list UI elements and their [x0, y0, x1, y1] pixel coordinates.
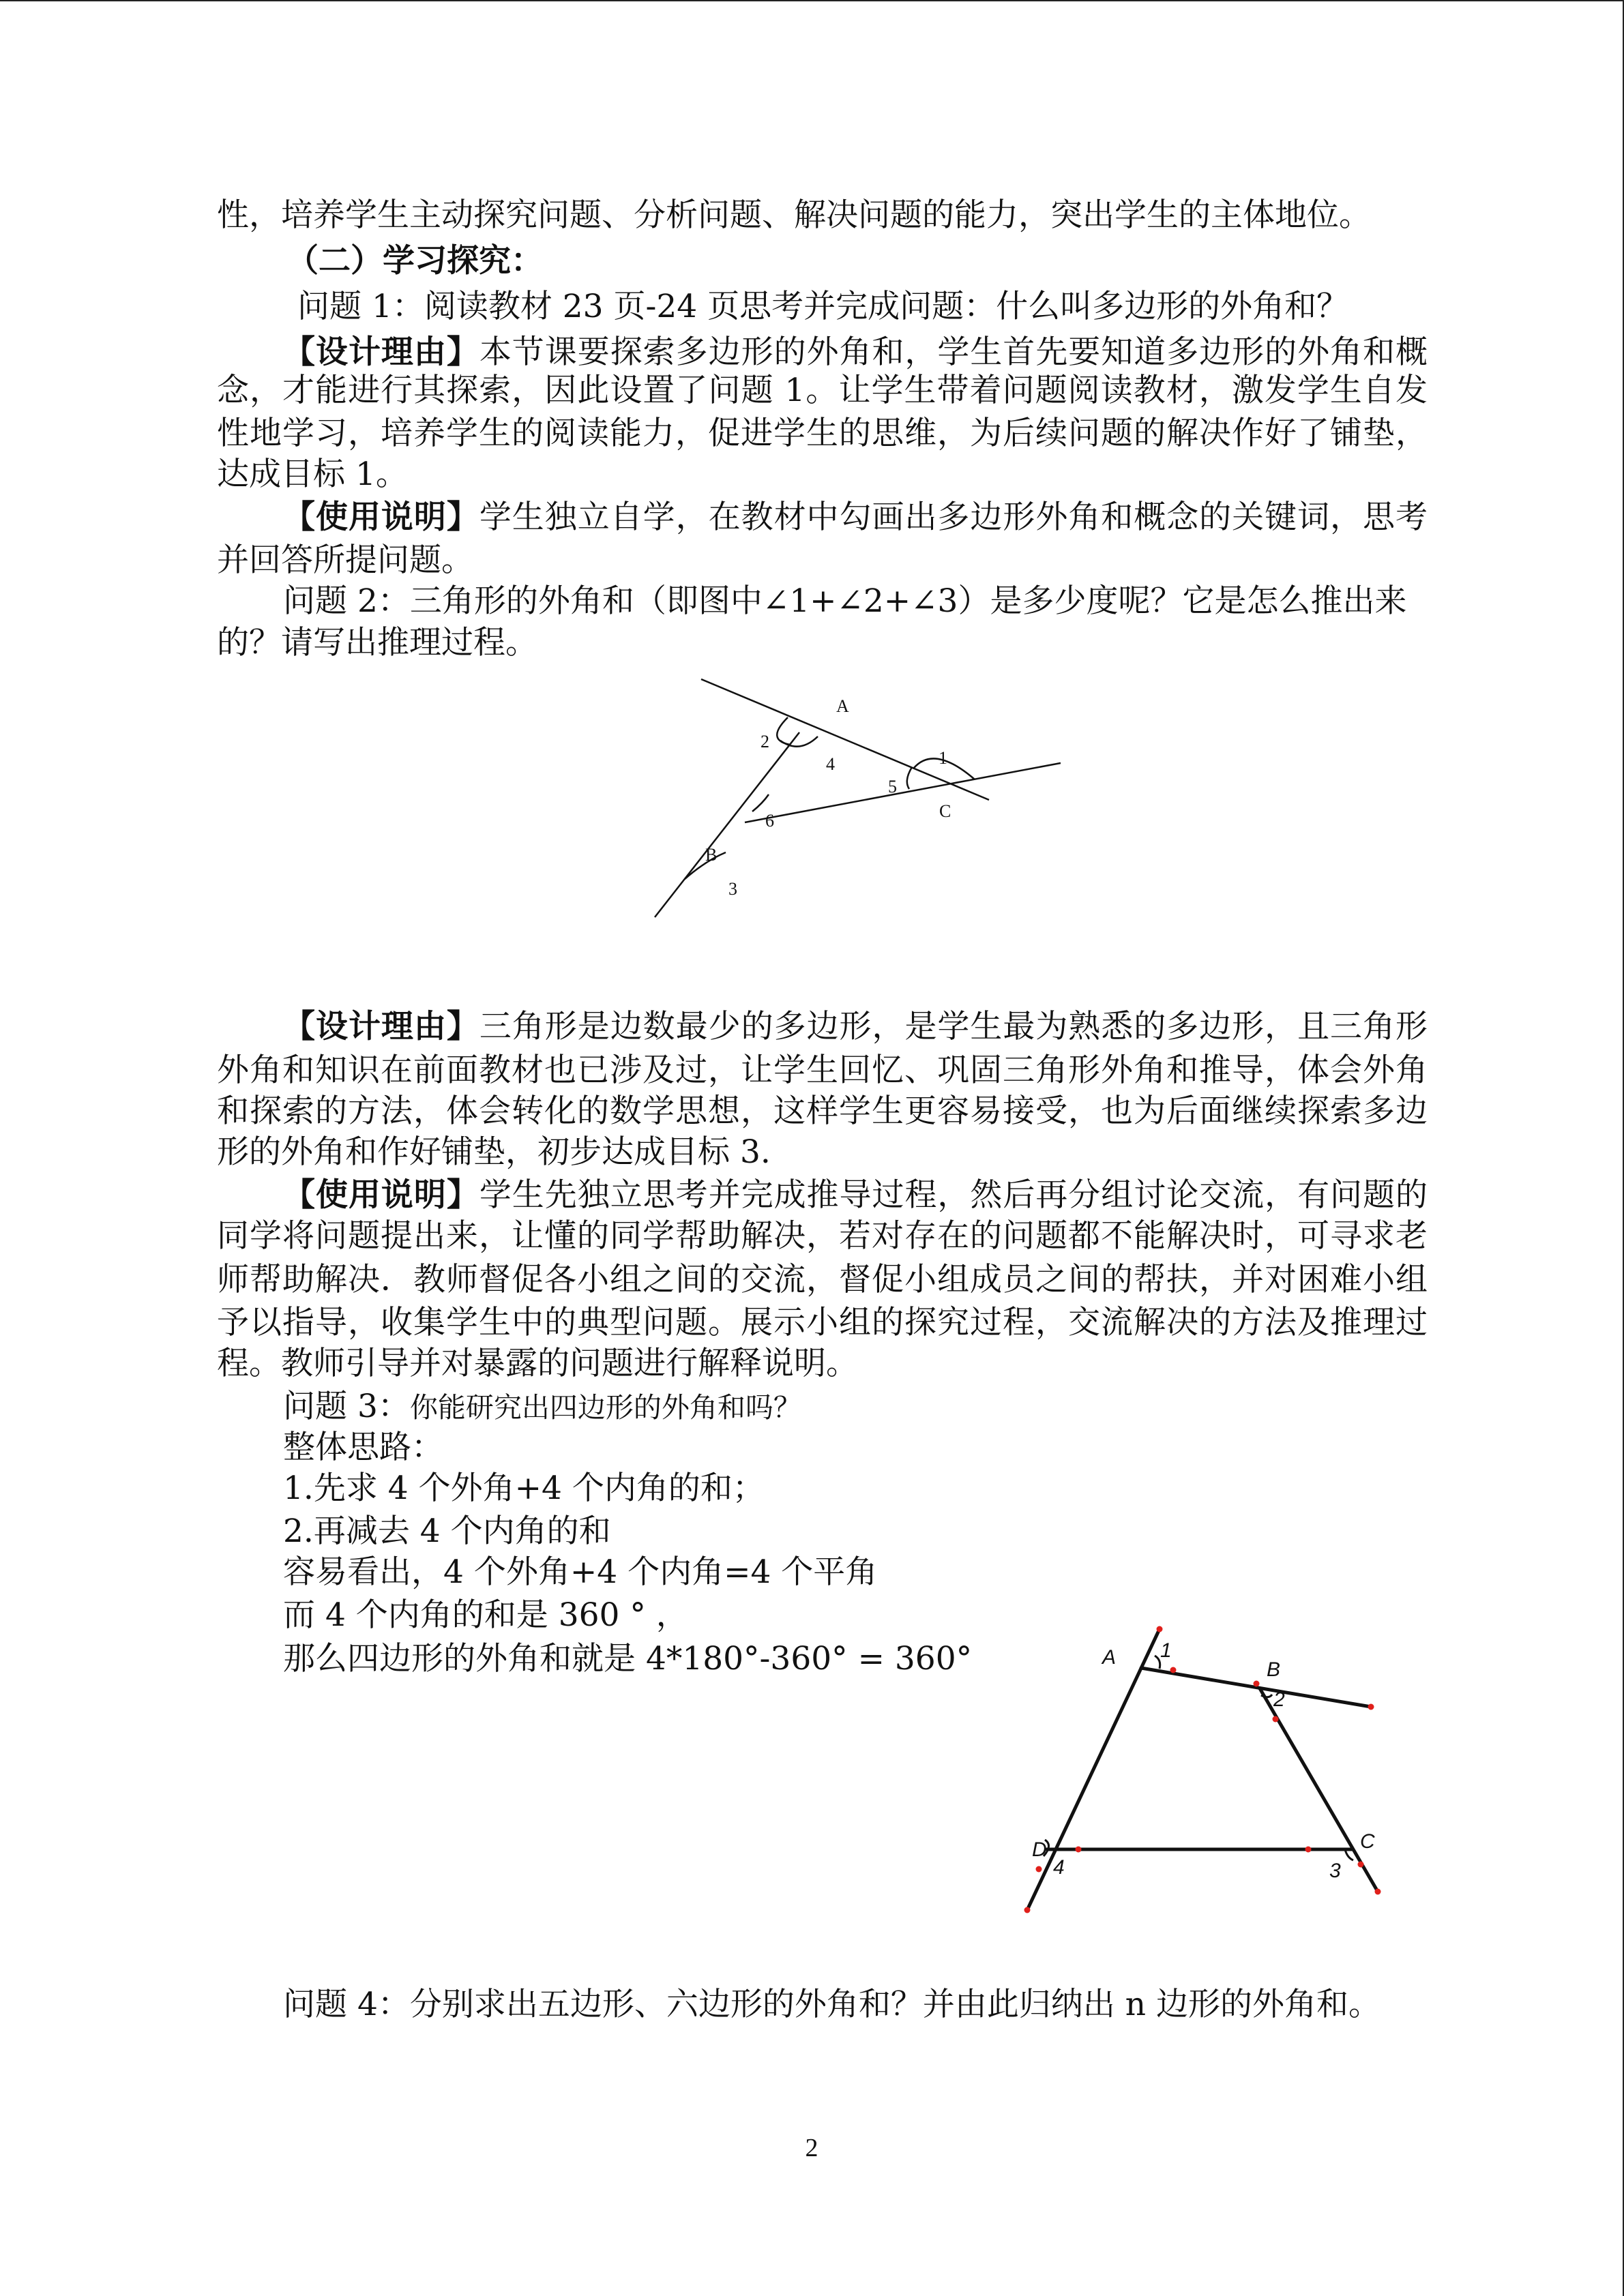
angle-label-3: 3 [1329, 1860, 1341, 1882]
angle-arc-2 [777, 717, 790, 745]
angle-label-1: 1 [939, 748, 947, 768]
design-reason-2 [283, 1007, 1428, 1047]
design-reason-1 [283, 332, 1428, 373]
text-line: 并回答所提问题。 [217, 541, 473, 579]
page-number: 2 [805, 2134, 818, 2162]
usage-note-1 [283, 497, 1428, 538]
question-2: 问题 2：三角形的外角和（即图中∠1+∠2+∠3）是多少度呢？它是怎么推出来 [283, 582, 1407, 620]
section-heading: （二）学习探究： [286, 242, 543, 280]
angle-arc-4 [780, 736, 818, 747]
point-dot [1157, 1626, 1163, 1632]
angle-label-5: 5 [888, 777, 897, 796]
vertex-label-C: C [939, 801, 951, 821]
text-line: 外角和知识在前面教材也已涉及过，让学生回忆、巩固三角形外角和推导，体会外角 [217, 1052, 1428, 1089]
text-segment: 问题 3： [283, 1388, 410, 1425]
label-design-reason: 【设计理由】 [283, 333, 479, 371]
angle-label-4: 4 [1053, 1856, 1065, 1879]
question-1: 问题 1：阅读教材 23 页-24 页思考并完成问题：什么叫多边形的外角和？ [297, 288, 1349, 325]
text-line: 念，才能进行其探索，因此设置了问题 1。让学生带着问题阅读教材，激发学生自发 [217, 372, 1428, 409]
angle-label-4: 4 [826, 754, 835, 774]
point-dot [1254, 1681, 1260, 1687]
point-dot [1305, 1847, 1312, 1853]
vertex-label-A: A [1102, 1646, 1117, 1669]
triangle-exterior-angle-figure [641, 668, 1078, 927]
text-segment: 学生先独立思考并完成推导过程，然后再分组讨论交流，有问题的 [479, 1176, 1428, 1214]
text-segment: 本节课要探索多边形的外角和，学生首先要知道多边形的外角和概 [479, 333, 1428, 371]
line-through-B-C [745, 763, 1061, 822]
point-dot [1170, 1667, 1177, 1673]
approach-step-2: 2.再减去 4 个内角的和 [283, 1512, 611, 1550]
approach-step-1: 1.先求 4 个外角+4 个内角的和； [283, 1470, 765, 1507]
line-A-B-extended [1141, 1668, 1371, 1707]
text-line: 性，培养学生主动探究问题、分析问题、解决问题的能力，突出学生的主体地位。 [217, 196, 1371, 234]
label-usage-note: 【使用说明】 [283, 498, 479, 536]
line-through-A-B [655, 732, 799, 917]
approach-heading: 整体思路： [283, 1429, 443, 1466]
quadrilateral-exterior-angle-figure [1003, 1609, 1412, 1923]
vertex-label-A: A [836, 696, 849, 716]
point-dot [1368, 1704, 1374, 1710]
angle-label-3: 3 [728, 879, 737, 899]
text-line: 性地学习，培养学生的阅读能力，促进学生的思维，为后续问题的解决作好了铺垫， [217, 415, 1428, 452]
point-dot [1375, 1889, 1381, 1895]
question-4: 问题 4：分别求出五边形、六边形的外角和？并由此归纳出 n 边形的外角和。 [283, 1986, 1381, 2023]
angle-arc-6 [752, 794, 769, 811]
vertex-label-D: D [1032, 1838, 1047, 1861]
text-line: 形的外角和作好铺垫，初步达成目标 3. [217, 1133, 771, 1171]
question-3 [283, 1386, 801, 1428]
point-dot [1273, 1716, 1279, 1723]
vertex-label-B: B [1267, 1658, 1281, 1681]
label-usage-note: 【使用说明】 [283, 1176, 479, 1214]
angle-label-1: 1 [1160, 1639, 1172, 1662]
usage-note-2 [283, 1175, 1428, 1216]
page-top-border [0, 0, 1624, 1]
text-line: 同学将问题提出来，让懂的同学帮助解决，若对存在的问题都不能解决时，可寻求老 [217, 1217, 1428, 1255]
text-line: 的？请写出推理过程。 [217, 624, 537, 661]
angle-arc-1 [1155, 1656, 1160, 1669]
text-line: 而 4 个内角的和是 360 ° ， [283, 1596, 688, 1634]
angle-label-2: 2 [761, 732, 769, 751]
point-dot [1076, 1847, 1082, 1853]
point-dot [1036, 1866, 1042, 1873]
text-segment: 学生独立自学，在教材中勾画出多边形外角和概念的关键词，思考 [479, 498, 1428, 536]
angle-label-2: 2 [1273, 1688, 1285, 1711]
angle-arc-5 [907, 767, 912, 789]
angle-label-6: 6 [765, 811, 774, 831]
label-design-reason: 【设计理由】 [283, 1008, 479, 1045]
text-line: 容易看出，4 个外角+4 个内角=4 个平角 [283, 1553, 878, 1591]
text-line: 程。教师引导并对暴露的问题进行解释说明。 [217, 1345, 858, 1382]
text-segment: 你能研究出四边形的外角和吗？ [409, 1391, 801, 1424]
point-dot [1358, 1862, 1364, 1868]
text-line: 师帮助解决．教师督促各小组之间的交流，督促小组成员之间的帮扶，并对困难小组 [217, 1261, 1428, 1298]
text-segment: 三角形是边数最少的多边形，是学生最为熟悉的多边形，且三角形 [479, 1008, 1428, 1045]
angle-arc-2 [1261, 1695, 1272, 1697]
vertex-label-B: B [705, 845, 718, 865]
line-A-D-extended [1027, 1629, 1160, 1910]
text-line: 那么四边形的外角和就是 4*180°-360° = 360° [283, 1640, 973, 1678]
text-line: 达成目标 1。 [217, 456, 408, 493]
vertex-label-C: C [1360, 1830, 1375, 1853]
point-dot [1024, 1907, 1031, 1913]
text-line: 予以指导，收集学生中的典型问题。展示小组的探究过程，交流解决的方法及推理过 [217, 1304, 1428, 1341]
text-line: 和探索的方法，体会转化的数学思想，这样学生更容易接受，也为后面继续探索多边 [217, 1092, 1428, 1130]
